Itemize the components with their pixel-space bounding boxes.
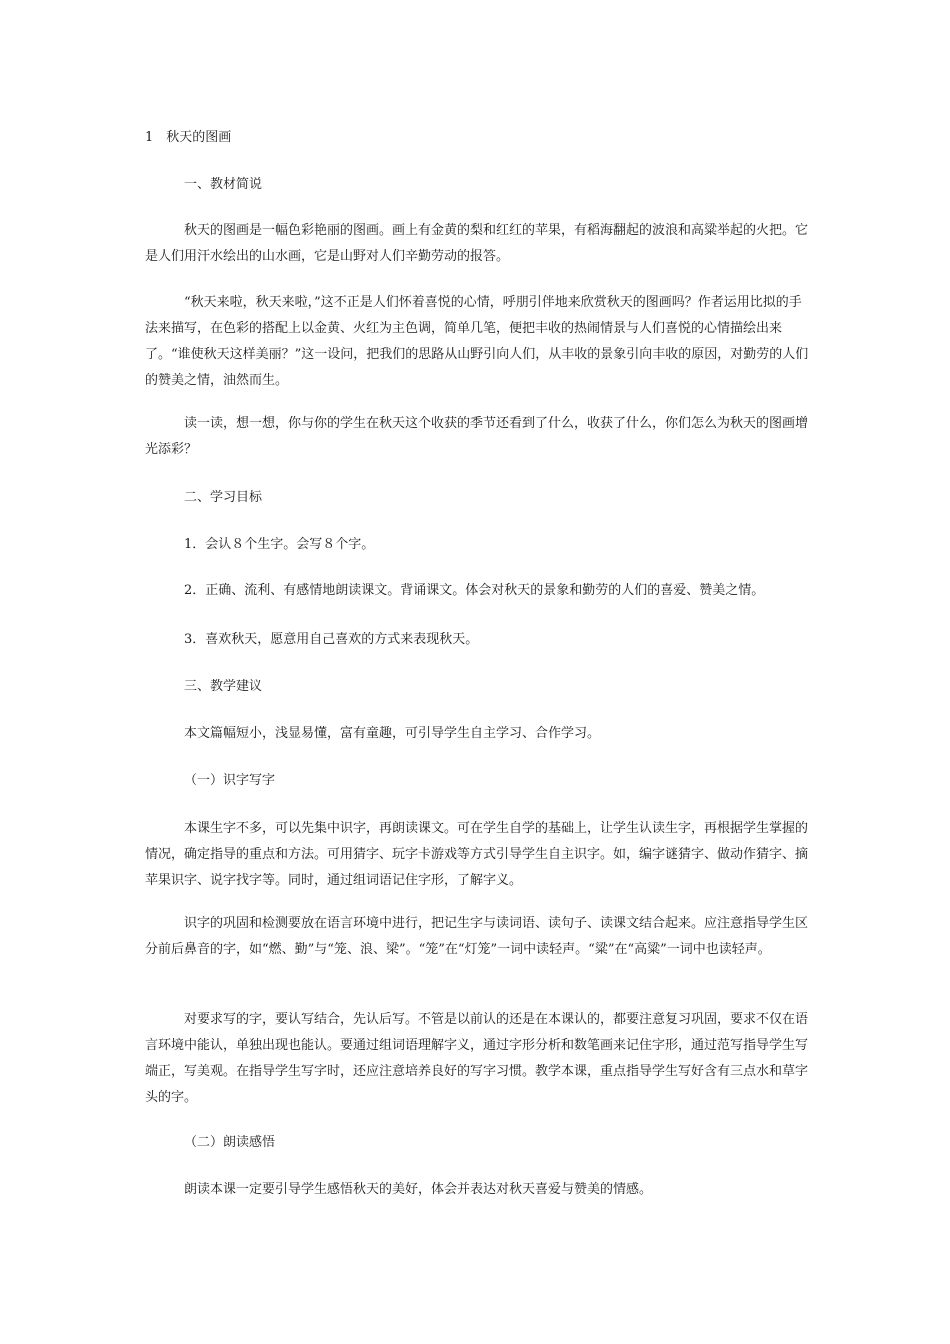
section-heading-teaching: 三、教学建议 — [184, 679, 263, 694]
section-heading-objectives: 二、学习目标 — [184, 490, 263, 505]
section-heading-textbook-intro: 一、教材简说 — [184, 177, 263, 192]
paragraph-intro-3: 读一读，想一想，你与你的学生在秋天这个收获的季节还看到了什么，收获了什么，你们怎么为秋天的图画增光添彩？ — [145, 416, 809, 457]
subsection-heading-reading: （二）朗读感悟 — [184, 1135, 276, 1150]
paragraph-literacy-3: 对要求写的字，要认写结合，先认后写。不管是以前认的还是在本课认的，都要注意复习巩固，要求不仅在语言环境中能认，单独出现也能认。要通过组词语理解字义，通过字形分析和数笔画来记住字形，通过范写指导学生写端正，写美观。在指导学生写字时，还应注意培养良好的写字习惯。教学本课，重点指导学生写好含有三点水和草字头的字。 — [145, 1012, 809, 1105]
paragraph-intro-1: 秋天的图画是一幅色彩艳丽的图画。画上有金黄的梨和红红的苹果，有稻海翻起的波浪和高粱举起的火把。它是人们用汗水绘出的山水画，它是山野对人们辛勤劳动的报答。 — [145, 223, 809, 264]
paragraph-intro-2: “秋天来啦，秋天来啦，”这不正是人们怀着喜悦的心情，呼朋引伴地来欣赏秋天的图画吗？作者运用比拟的手法来描写，在色彩的搭配上以金黄、火红为主色调，简单几笔，便把丰收的热闹情景与人们喜悦的心情描绘出来了。“谁使秋天这样美丽？”这一设问，把我们的思路从山野引向人们，从丰收的景象引向丰收的原因，对勤劳的人们的赞美之情，油然而生。 — [145, 295, 809, 388]
paragraph-reading-1: 朗读本课一定要引导学生感悟秋天的美好，体会并表达对秋天喜爱与赞美的情感。 — [184, 1182, 653, 1197]
objective-item-1: 1．会认８个生字。会写８个字。 — [184, 537, 375, 552]
teaching-intro: 本文篇幅短小，浅显易懂，富有童趣，可引导学生自主学习、合作学习。 — [184, 726, 601, 741]
document-title: 1 秋天的图画 — [145, 130, 232, 145]
subsection-heading-literacy: （一）识字写字 — [184, 773, 276, 788]
paragraph-literacy-1: 本课生字不多，可以先集中识字，再朗读课文。可在学生自学的基础上，让学生认读生字，再根据学生掌握的情况，确定指导的重点和方法。可用猜字、玩字卡游戏等方式引导学生自主识字。如，编字谜猜字、做动作猜字、摘苹果识字、说字找字等。同时，通过组词语记住字形，了解字义。 — [145, 821, 809, 888]
objective-item-2: 2．正确、流利、有感情地朗读课文。背诵课文。体会对秋天的景象和勤劳的人们的喜爱、赞美之情。 — [184, 583, 765, 598]
objective-item-3: 3．喜欢秋天，愿意用自己喜欢的方式来表现秋天。 — [184, 632, 479, 647]
paragraph-literacy-2: 识字的巩固和检测要放在语言环境中进行，把记生字与读词语、读句子、读课文结合起来。应注意指导学生区分前后鼻音的字，如“燃、勤”与“笼、浪、梁”。“笼”在“灯笼”一词中读轻声。“粱”在“高粱”一词中也读轻声。 — [145, 916, 809, 957]
